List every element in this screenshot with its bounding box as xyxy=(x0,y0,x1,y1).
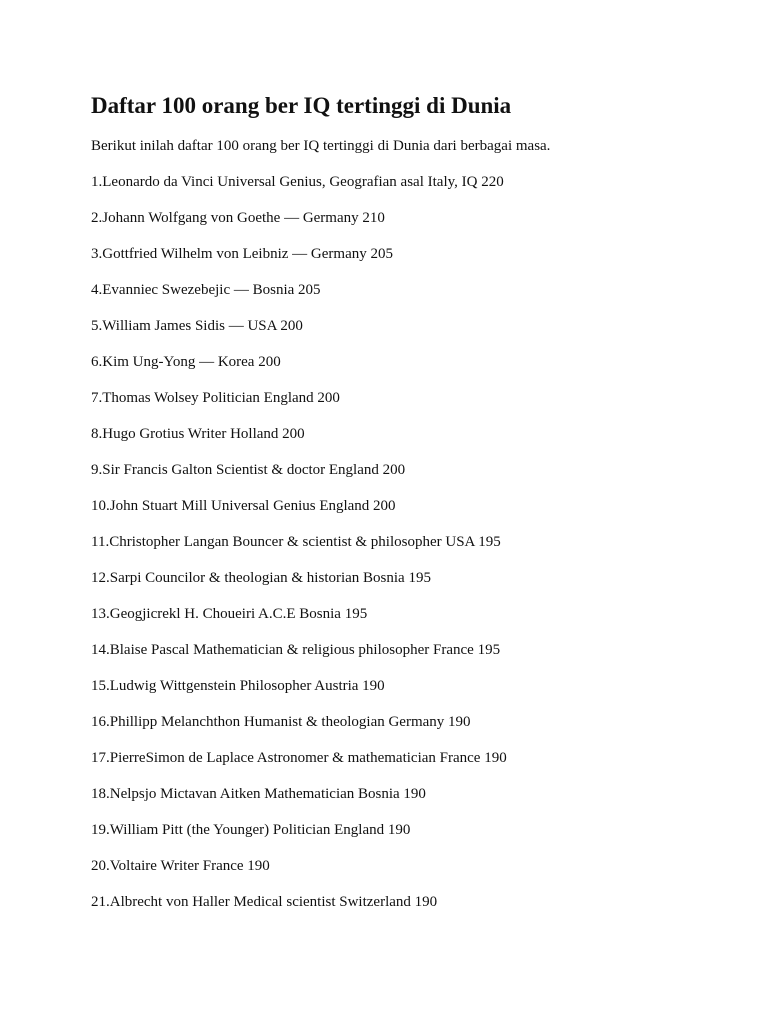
intro-paragraph: Berikut inilah daftar 100 orang ber IQ tertinggi di Dunia dari berbagai masa. xyxy=(91,138,551,154)
list-item: 4.Evanniec Swezebejic — Bosnia 205 xyxy=(91,282,321,298)
list-item: 16.Phillipp Melanchthon Humanist & theologian Germany 190 xyxy=(91,714,471,730)
list-item: 8.Hugo Grotius Writer Holland 200 xyxy=(91,426,305,442)
list-item: 17.PierreSimon de Laplace Astronomer & mathematician France 190 xyxy=(91,750,507,766)
list-item: 15.Ludwig Wittgenstein Philosopher Austria 190 xyxy=(91,678,385,694)
list-item: 13.Geogjicrekl H. Choueiri A.C.E Bosnia 195 xyxy=(91,606,368,622)
list-item: 12.Sarpi Councilor & theologian & historian Bosnia 195 xyxy=(91,570,431,586)
list-item: 21.Albrecht von Haller Medical scientist Switzerland 190 xyxy=(91,894,438,910)
document-title: Daftar 100 orang ber IQ tertinggi di Dunia xyxy=(91,93,512,118)
list-item: 14.Blaise Pascal Mathematician & religious philosopher France 195 xyxy=(91,642,501,658)
iq-list xyxy=(91,171,507,927)
list-item: 5.William James Sidis — USA 200 xyxy=(91,318,303,334)
list-item: 10.John Stuart Mill Universal Genius England 200 xyxy=(91,498,396,514)
list-item: 9.Sir Francis Galton Scientist & doctor England 200 xyxy=(91,462,406,478)
list-item: 7.Thomas Wolsey Politician England 200 xyxy=(91,390,340,406)
list-item: 11.Christopher Langan Bouncer & scientist & philosopher USA 195 xyxy=(91,534,501,550)
list-item: 1.Leonardo da Vinci Universal Genius, Geografian asal Italy, IQ 220 xyxy=(91,174,504,190)
list-item: 20.Voltaire Writer France 190 xyxy=(91,858,270,874)
list-item: 19.William Pitt (the Younger) Politician England 190 xyxy=(91,822,411,838)
list-item: 3.Gottfried Wilhelm von Leibniz — Germany 205 xyxy=(91,246,393,262)
list-item: 18.Nelpsjo Mictavan Aitken Mathematician Bosnia 190 xyxy=(91,786,426,802)
list-item: 6.Kim Ung-Yong — Korea 200 xyxy=(91,354,281,370)
list-item: 2.Johann Wolfgang von Goethe — Germany 210 xyxy=(91,210,385,226)
